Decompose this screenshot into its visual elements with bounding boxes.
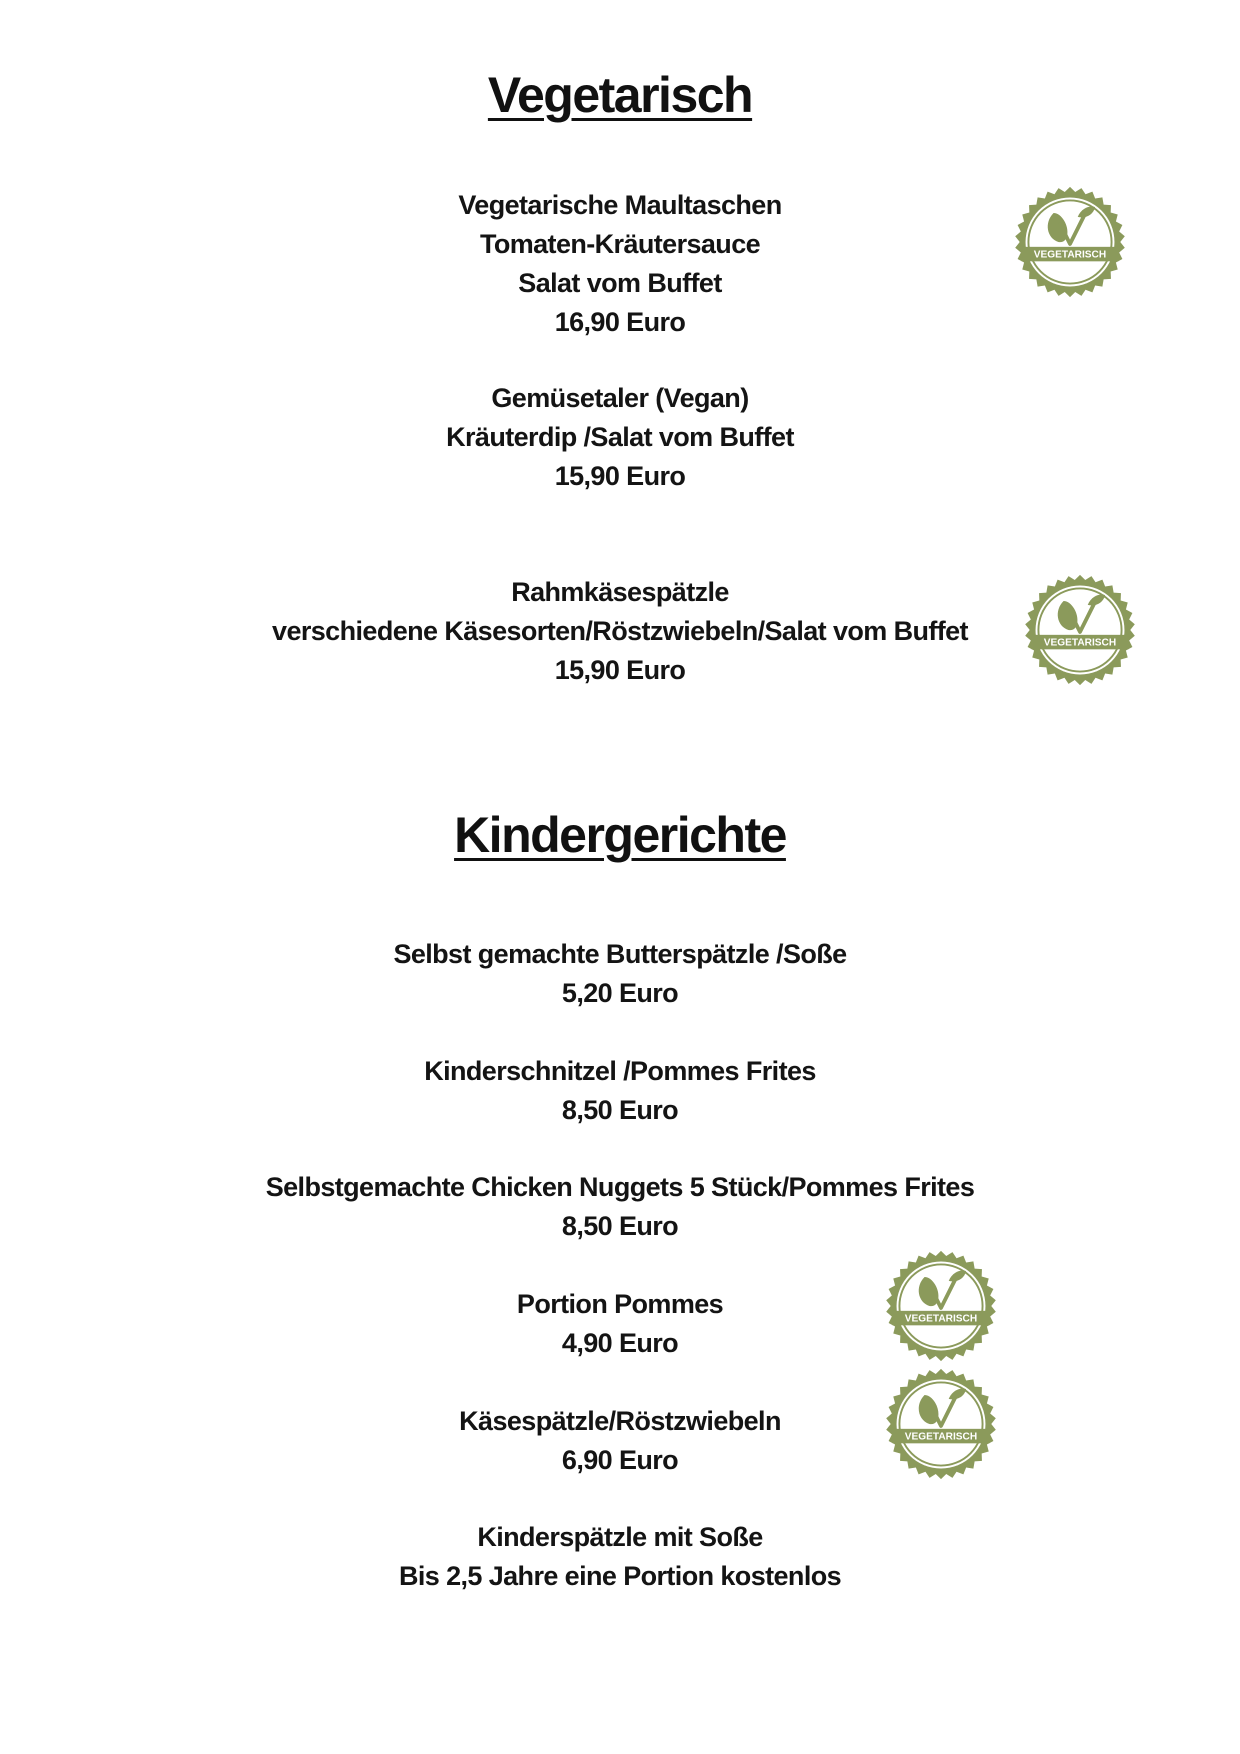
menu-item — [0, 1402, 1240, 1480]
vegetarian-leaf-icon — [883, 1366, 999, 1482]
dish-price: 4,90 Euro — [561, 1328, 679, 1358]
dish-name: Selbst gemachte Butterspätzle /Soße — [393, 939, 847, 969]
vegetarian-badge — [1012, 184, 1128, 300]
dish-price: 16,90 Euro — [554, 307, 686, 337]
menu-item — [0, 379, 1240, 496]
svg-text:VEGETARISCH: VEGETARISCH — [1043, 637, 1117, 649]
dish-name: Gemüsetaler (Vegan) — [491, 383, 749, 413]
vegetarian-badge — [883, 1366, 999, 1482]
dish-price: 8,50 Euro — [561, 1211, 679, 1241]
dish-description: Kräuterdip /Salat vom Buffet — [446, 422, 794, 452]
section-title-vegetarisch: Vegetarisch — [487, 67, 753, 123]
dish-name: Käsespätzle/Röstzwiebeln — [459, 1406, 781, 1436]
svg-text:VEGETARISCH: VEGETARISCH — [904, 1313, 978, 1325]
dish-description: verschiedene Käsesorten/Röstzwiebeln/Salat vom Buffet — [272, 616, 968, 646]
vegetarian-badge — [883, 1248, 999, 1364]
dish-side: Salat vom Buffet — [518, 268, 722, 298]
menu-item — [0, 1168, 1240, 1246]
dish-name: Kinderspätzle mit Soße — [477, 1522, 763, 1552]
dish-name: Portion Pommes — [516, 1289, 724, 1319]
dish-name: Rahmkäsespätzle — [511, 577, 729, 607]
dish-price: 6,90 Euro — [561, 1445, 679, 1475]
dish-name: Kinderschnitzel /Pommes Frites — [424, 1056, 816, 1086]
dish-price: 5,20 Euro — [561, 978, 679, 1008]
dish-price: 15,90 Euro — [554, 461, 686, 491]
menu-item — [0, 1052, 1240, 1130]
vegetarian-leaf-icon — [1022, 572, 1138, 688]
vegetarian-badge — [1022, 572, 1138, 688]
svg-text:VEGETARISCH: VEGETARISCH — [904, 1431, 978, 1443]
dish-price: 8,50 Euro — [561, 1095, 679, 1125]
vegetarian-leaf-icon — [883, 1248, 999, 1364]
vegetarian-leaf-icon — [1012, 184, 1128, 300]
dish-price: 15,90 Euro — [554, 655, 686, 685]
dish-description: Tomaten-Kräutersauce — [479, 229, 761, 259]
menu-item — [0, 1285, 1240, 1363]
menu-item — [0, 935, 1240, 1013]
menu-item — [0, 1518, 1240, 1596]
dish-name: Vegetarische Maultaschen — [458, 190, 782, 220]
svg-text:VEGETARISCH: VEGETARISCH — [1033, 249, 1107, 261]
dish-name: Selbstgemachte Chicken Nuggets 5 Stück/Pommes Frites — [265, 1172, 975, 1202]
dish-note: Bis 2,5 Jahre eine Portion kostenlos — [398, 1561, 842, 1591]
section-title-kindergerichte: Kindergerichte — [454, 807, 786, 863]
